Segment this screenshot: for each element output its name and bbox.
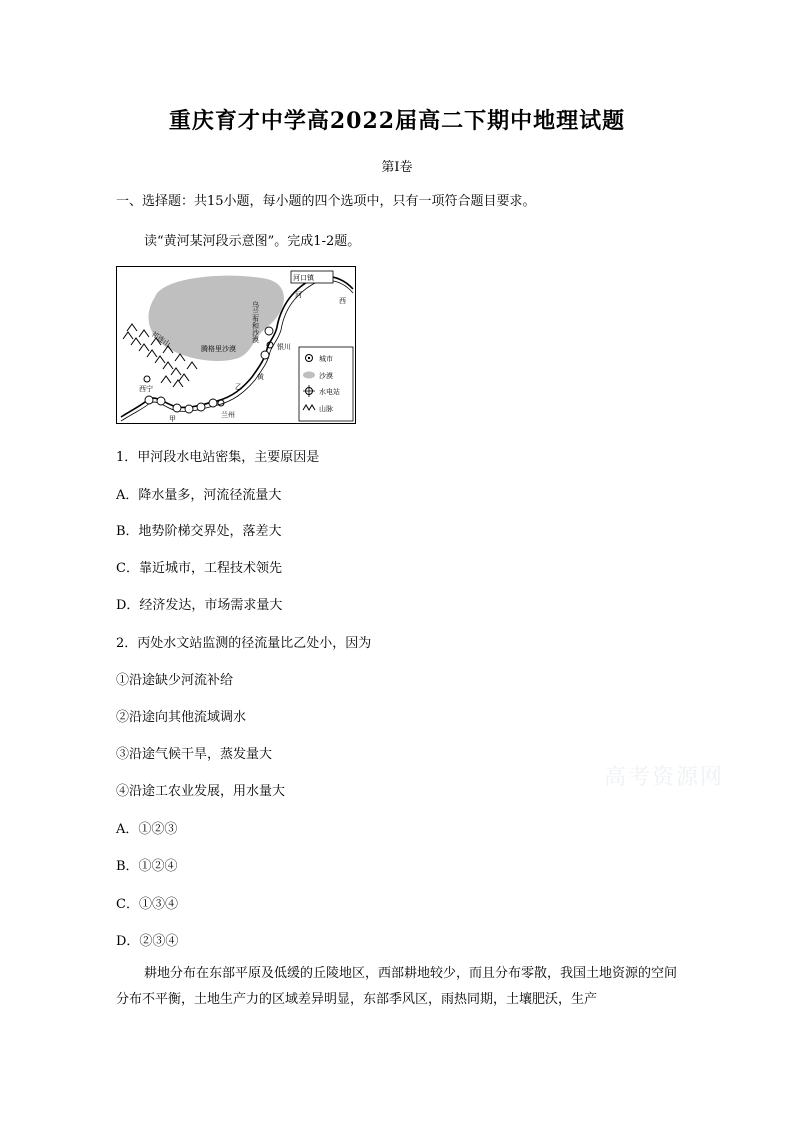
volume-label: 第Ⅰ卷 xyxy=(381,160,413,175)
question-1-option-b: B．地势阶梯交界处，落差大 xyxy=(116,524,282,539)
question-2-option-c: C．①③④ xyxy=(116,897,178,912)
map-label-lanzhou: 兰州 xyxy=(221,412,235,419)
map-label-bing: 西 xyxy=(339,298,346,305)
desert-legend-icon xyxy=(303,372,315,379)
question-2-option-b: B．①②④ xyxy=(116,859,178,874)
watermark: 高考资源网 xyxy=(604,765,725,790)
map-label-tengger: 腾格里沙漠 xyxy=(201,346,236,353)
legend-hydro-label: 水电站 xyxy=(319,389,340,396)
question-2-statement-2: ②沿途向其他流域调水 xyxy=(116,710,247,725)
question-2-option-a: A．①②③ xyxy=(116,822,178,837)
map-label-yi: 乙 xyxy=(235,384,242,391)
question-2-statement-1: ①沿途缺少河流补给 xyxy=(116,673,234,688)
map-label-river: 河 xyxy=(295,292,302,299)
reading-paragraph: 耕地分布在东部平原及低缓的丘陵地区，西部耕地较少，而且分布零散，我国土地资源的空间分布不平衡，土地生产力的区域差异明显，东部季风区，雨热同期，土壤肥沃，生产 xyxy=(116,966,678,1007)
question-1-option-a: A．降水量多，河流径流量大 xyxy=(116,488,282,503)
question-1-stem: 1．甲河段水电站密集，主要原因是 xyxy=(116,450,320,465)
page-title: 重庆育才中学高2022届高二下期中地理试题 xyxy=(168,108,626,134)
map-label-qilian: 祁连山 xyxy=(149,330,172,349)
question-1-option-c: C．靠近城市，工程技术领先 xyxy=(116,561,282,576)
section-heading: 一、选择题：共15小题，每小题的四个选项中，只有一项符合题目要求。 xyxy=(116,194,536,209)
map-label-jia: 甲 xyxy=(169,416,176,423)
question-2-option-d: D．②③④ xyxy=(116,934,179,949)
map-label-top-station: 河口镇 xyxy=(293,275,314,282)
question-2-statement-4: ④沿途工农业发展，用水量大 xyxy=(116,784,286,799)
question-intro: 读“黄河某河段示意图”。完成1-2题。 xyxy=(144,234,361,249)
legend-mountain-label: 山脉 xyxy=(319,406,333,413)
question-2-stem: 2．丙处水文站监测的径流量比乙处小，因为 xyxy=(116,636,372,651)
legend-desert-label: 沙漠 xyxy=(319,373,333,380)
yellow-river-map xyxy=(116,266,356,424)
map-svg xyxy=(117,267,355,423)
map-label-huang: 黄 xyxy=(257,374,264,381)
map-label-xining: 西宁 xyxy=(139,386,153,393)
question-1-option-d: D．经济发达，市场需求量大 xyxy=(116,598,283,613)
legend-city-label: 城市 xyxy=(319,356,333,363)
map-label-yinchuan: 银川 xyxy=(277,344,291,351)
map-label-ulanbuh: 乌兰布和沙漠 xyxy=(251,301,259,343)
question-2-statement-3: ③沿途气候干旱，蒸发量大 xyxy=(116,747,273,762)
